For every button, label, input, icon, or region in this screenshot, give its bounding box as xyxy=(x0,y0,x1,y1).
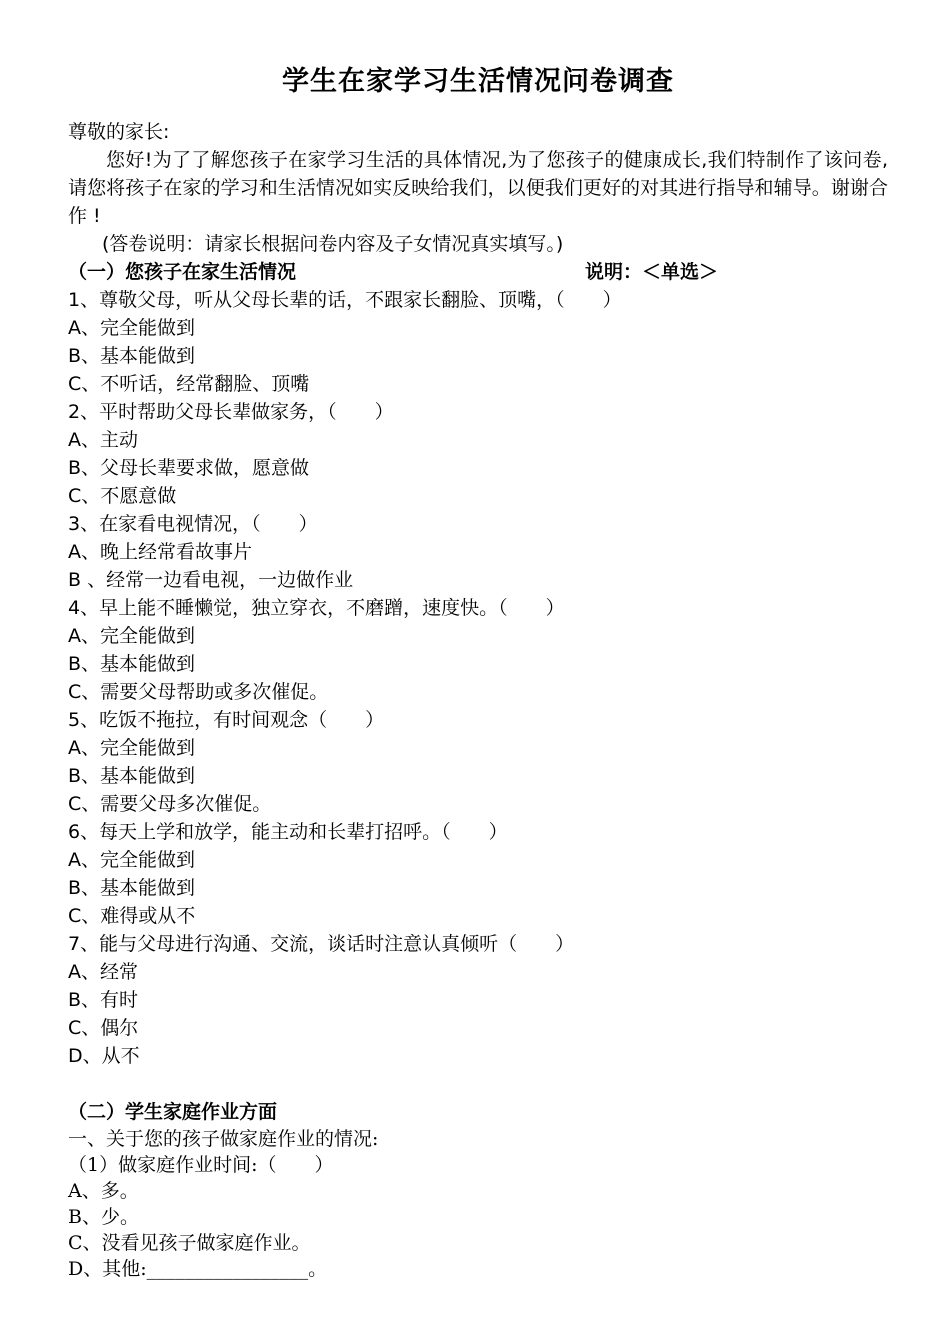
instruction: (答卷说明：请家长根据问卷内容及子女情况真实填写。) xyxy=(102,233,564,255)
question-line: 4、早上能不睡懒觉，独立穿衣，不磨蹭，速度快。（ ） xyxy=(68,597,565,619)
section-gap xyxy=(68,1070,888,1098)
section2-question-list xyxy=(68,1126,888,1282)
question-line: （1）做家庭作业时间:（ ） xyxy=(68,1154,334,1176)
page-title: 学生在家学习生活情况问卷调查 xyxy=(282,66,674,97)
question-line: 6、每天上学和放学，能主动和长辈打招呼。（ ） xyxy=(68,821,508,843)
question-line: A、完全能做到 xyxy=(68,317,195,339)
section1-question-list xyxy=(68,286,888,1070)
question-line: A、完全能做到 xyxy=(68,849,195,871)
question-line: C、不听话，经常翻脸、顶嘴 xyxy=(68,373,310,395)
question-line: A、完全能做到 xyxy=(68,737,195,759)
section1-header xyxy=(68,258,888,286)
question-line: 3、在家看电视情况，（ ） xyxy=(68,513,318,535)
question-line: B、少。 xyxy=(68,1206,139,1228)
question-line: D、从不 xyxy=(68,1045,140,1067)
question-line: B、基本能做到 xyxy=(68,345,196,367)
section1-note: 说明：＜单选＞ xyxy=(584,261,718,283)
question-line: B、基本能做到 xyxy=(68,765,196,787)
question-line: A、晚上经常看故事片 xyxy=(68,541,252,563)
question-line: A、完全能做到 xyxy=(68,625,195,647)
question-line: B、父母长辈要求做，愿意做 xyxy=(68,457,310,479)
question-line: 一、关于您的孩子做家庭作业的情况: xyxy=(68,1128,379,1150)
question-line: B、有时 xyxy=(68,989,139,1011)
questionnaire-page xyxy=(68,62,888,1282)
question-line: C、需要父母多次催促。 xyxy=(68,793,272,815)
question-line: B、基本能做到 xyxy=(68,877,196,899)
question-line: A、经常 xyxy=(68,961,138,983)
question-line: B 、经常一边看电视，一边做作业 xyxy=(68,569,354,591)
question-line: B、基本能做到 xyxy=(68,653,196,675)
question-line: 1、尊敬父母，听从父母长辈的话，不跟家长翻脸、顶嘴，（ ） xyxy=(68,289,622,311)
question-line: D、其他:_________________。 xyxy=(68,1258,328,1280)
question-line: C、偶尔 xyxy=(68,1017,139,1039)
intro-paragraph: 您好!为了了解您孩子在家学习生活的具体情况,为了您孩子的健康成长,我们特制作了该问卷,请您将孩子在家的学习和生活情况如实反映给我们，以便我们更好的对其进行指导和辅导。谢谢合作 ! xyxy=(68,149,888,227)
greeting: 尊敬的家长: xyxy=(68,121,170,143)
question-line: C、不愿意做 xyxy=(68,485,177,507)
question-line: C、没看见孩子做家庭作业。 xyxy=(68,1232,311,1254)
question-line: A、多。 xyxy=(68,1180,139,1202)
section2-heading: （二）学生家庭作业方面 xyxy=(68,1101,278,1123)
question-line: C、难得或从不 xyxy=(68,905,196,927)
question-line: 5、吃饭不拖拉，有时间观念（ ） xyxy=(68,709,385,731)
question-line: 2、平时帮助父母长辈做家务，（ ） xyxy=(68,401,394,423)
section1-heading: （一）您孩子在家生活情况 xyxy=(68,261,297,283)
question-line: C、需要父母帮助或多次催促。 xyxy=(68,681,329,703)
question-line: A、主动 xyxy=(68,429,138,451)
question-line: 7、能与父母进行沟通、交流，谈话时注意认真倾听（ ） xyxy=(68,933,575,955)
